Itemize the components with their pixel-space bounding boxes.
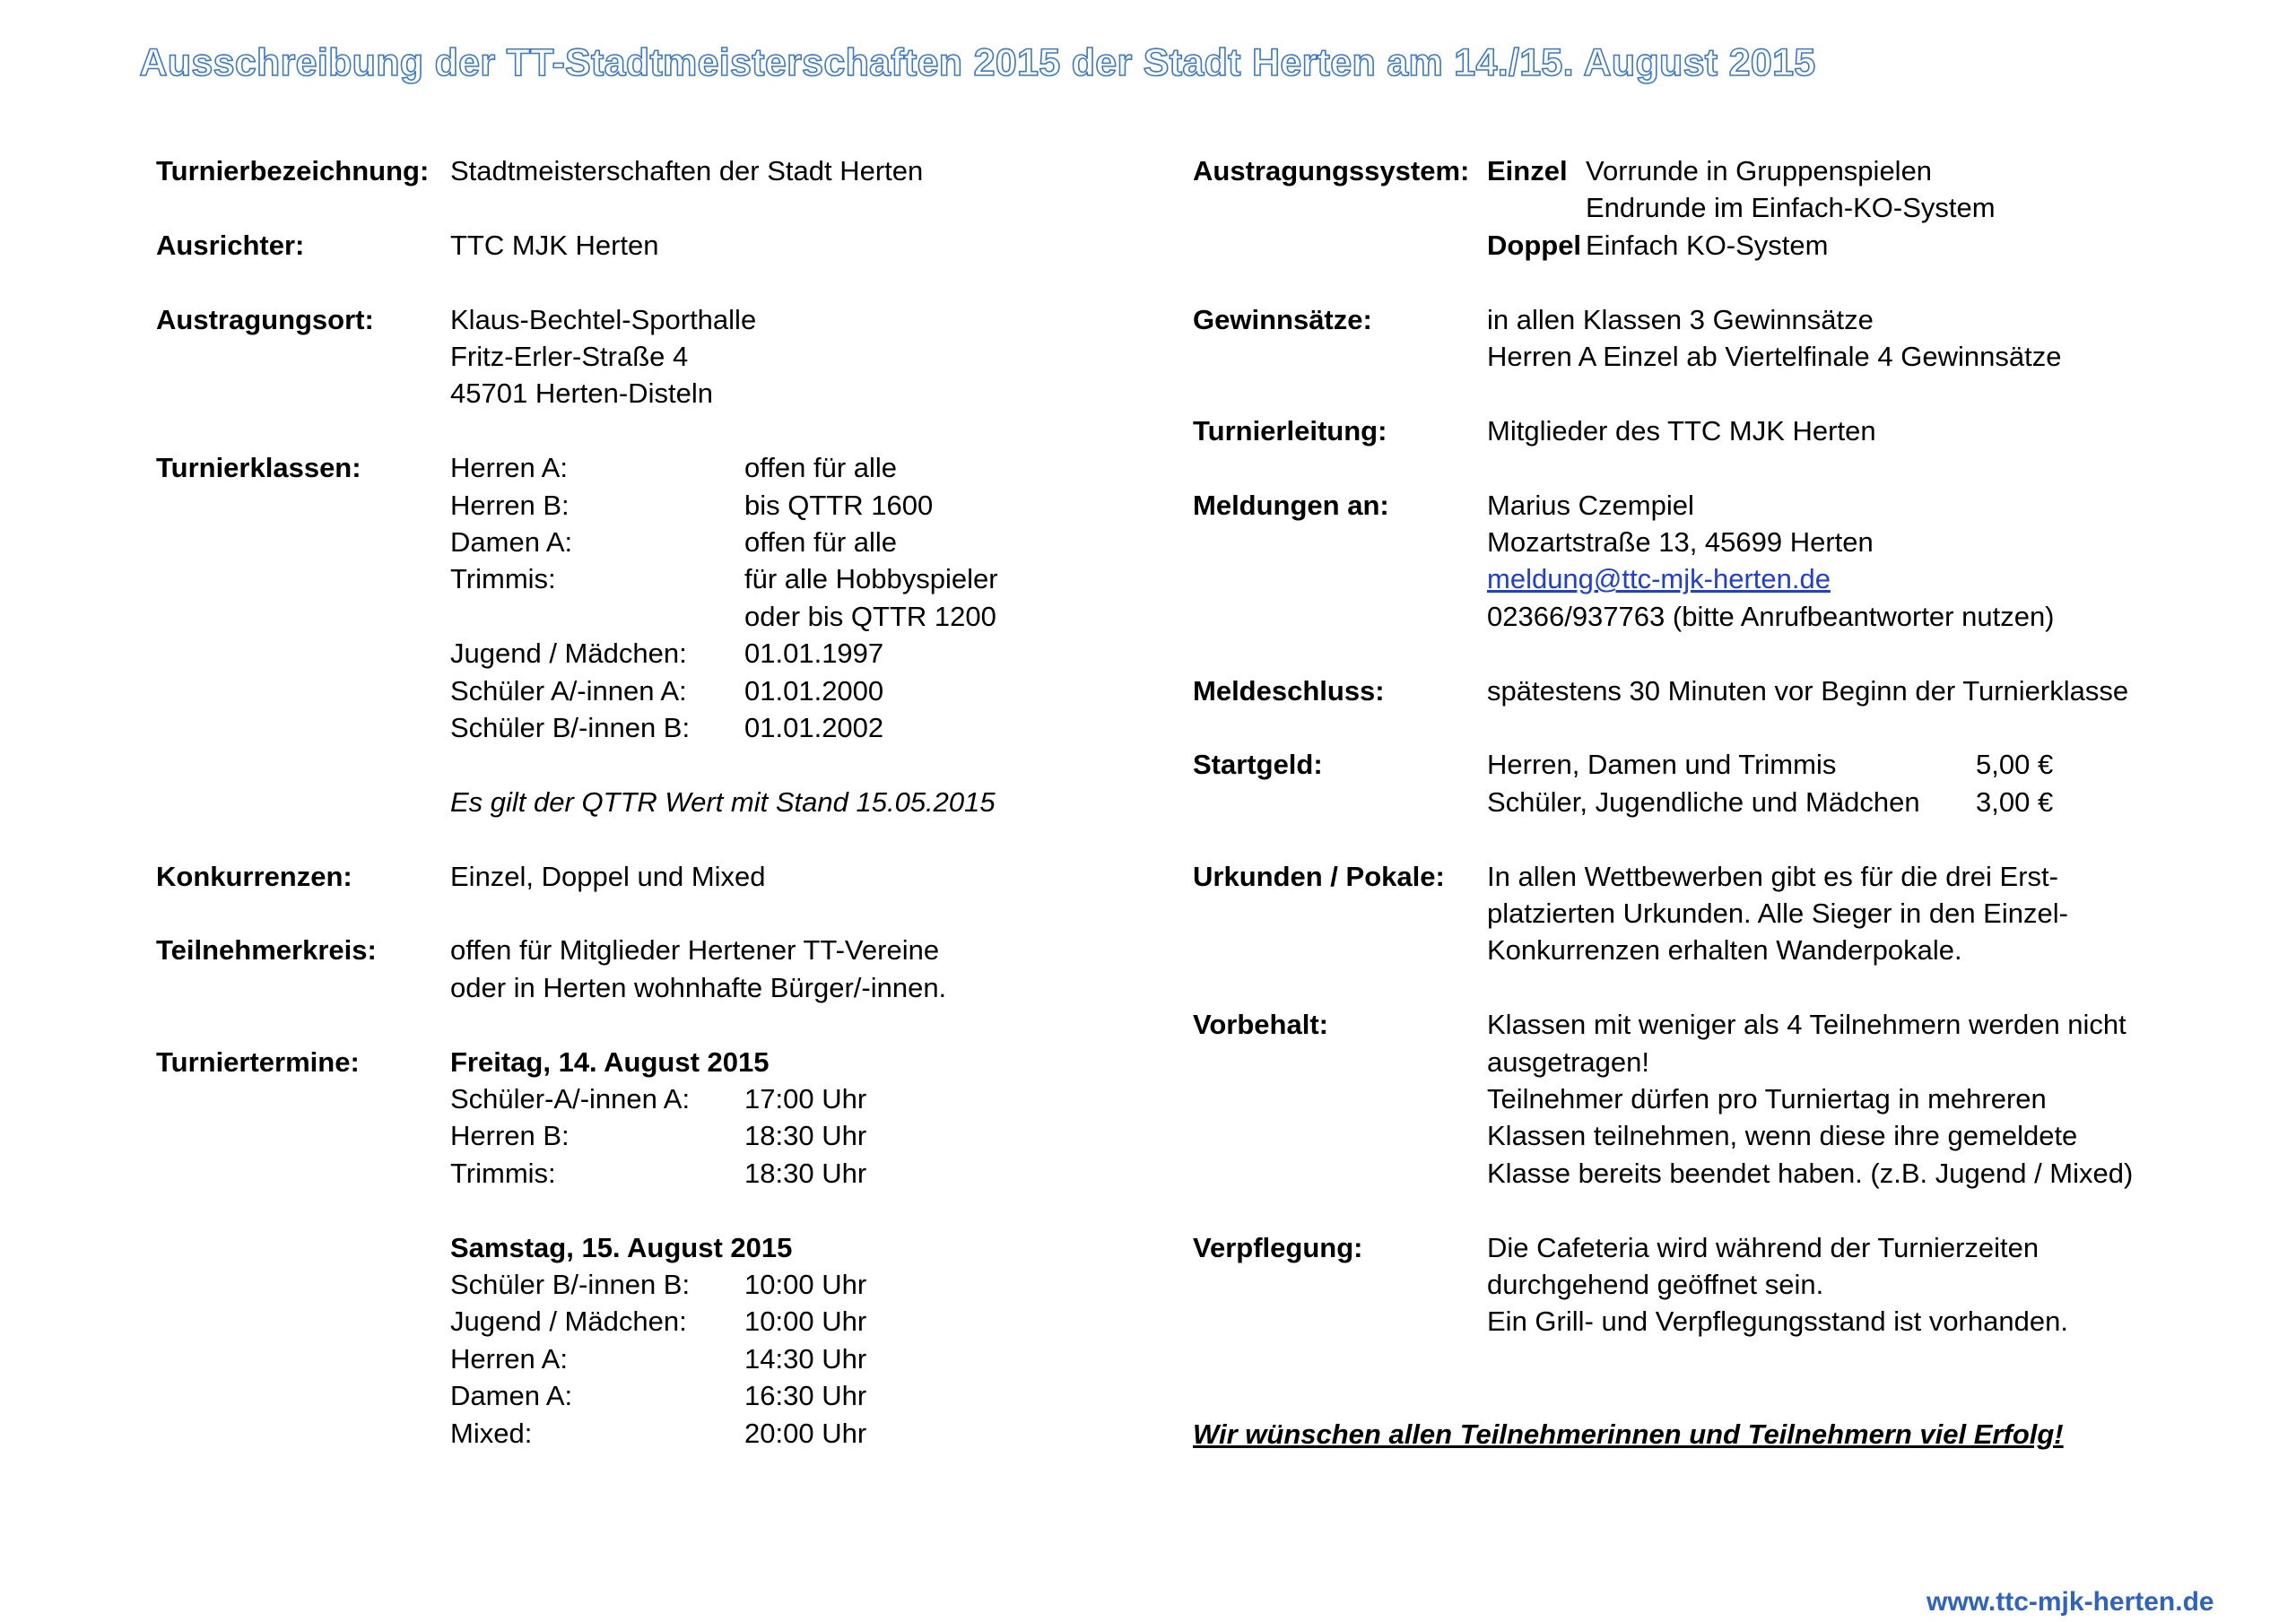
label-verpflegung: Verpflegung: [1193,1231,1363,1263]
section-turniertermine [156,1044,1143,1452]
section-austragungssystem [1193,152,2197,264]
footer-website-link[interactable]: www.ttc-mjk-herten.de [1926,1587,2214,1617]
class-name: Jugend / Mädchen: [450,638,687,670]
venue-name: Klaus-Bechtel-Sporthalle [450,303,757,335]
vorbehalt-line: Klassen mit weniger als 4 Teilnehmern werden nicht [1487,1009,2126,1041]
schedule-class: Trimmis: [450,1157,556,1189]
class-name: Trimmis: [450,563,556,595]
schedule-row [450,1340,1143,1377]
section-meldeschluss [1193,672,2197,709]
label-turniertermine: Turniertermine: [156,1045,360,1078]
day1-heading: Freitag, 14. August 2015 [450,1045,770,1078]
schedule-time: 10:00 Uhr [744,1305,867,1338]
label-turnierklassen: Turnierklassen: [156,452,361,484]
section-ausrichter [156,227,1143,264]
document-title: Ausschreibung der TT-Stadtmeisterschaften 2015 der Stadt Herten am 14./15. August 2015 [139,41,1816,84]
label-urkunden: Urkunden / Pokale: [1193,860,1445,892]
section-turnierleitung [1193,412,2197,449]
vorbehalt-line: ausgetragen! [1487,1045,1649,1078]
system-doppel-label: Doppel [1487,229,1582,261]
schedule-row [450,1415,1143,1452]
teilnehmerkreis-line: oder in Herten wohnhafte Bürger/-innen. [450,971,947,1003]
day2-heading: Samstag, 15. August 2015 [450,1231,793,1263]
contact-address: Mozartstraße 13, 45699 Herten [1487,526,1874,559]
schedule-class: Schüler-A/-innen A: [450,1083,691,1115]
class-row [450,635,1143,672]
urkunden-line: In allen Wettbewerben gibt es für die drei Erst- [1487,860,2058,892]
label-konkurrenzen: Konkurrenzen: [156,860,352,892]
class-condition: für alle Hobbyspieler [744,563,998,595]
label-turnierbezeichnung: Turnierbezeichnung: [156,155,430,186]
class-condition: offen für alle [744,526,898,559]
section-austragungsort [156,301,1143,412]
vorbehalt-line: Klasse bereits beendet haben. (z.B. Jugend / Mixed) [1487,1157,2134,1189]
gewinnsaetze-line: in allen Klassen 3 Gewinnsätze [1487,303,1874,335]
contact-phone: 02366/937763 (bitte Anrufbeantworter nutzen) [1487,600,2055,632]
value-meldeschluss: spätestens 30 Minuten vor Beginn der Turnierklasse [1487,674,2129,707]
label-startgeld: Startgeld: [1193,749,1323,781]
class-name: Herren B: [450,489,570,521]
system-einzel-line: Vorrunde in Gruppenspielen [1586,155,1933,186]
class-row [450,524,1143,560]
class-condition: 01.01.2002 [744,712,884,744]
class-row [450,560,1143,597]
system-doppel [1487,227,2197,264]
vorbehalt-line: Klassen teilnehmen, wenn diese ihre gemeldete [1487,1120,2078,1152]
gewinnsaetze-line: Herren A Einzel ab Viertelfinale 4 Gewinnsätze [1487,341,2062,373]
label-teilnehmerkreis: Teilnehmerkreis: [156,934,377,967]
value-ausrichter: TTC MJK Herten [450,229,659,261]
schedule-class: Jugend / Mädchen: [450,1305,687,1338]
system-doppel-line: Einfach KO-System [1586,229,1829,261]
contact-name: Marius Czempiel [1487,489,1694,521]
teilnehmerkreis-line: offen für Mitglieder Hertener TT-Vereine [450,934,940,967]
class-condition: 01.01.1997 [744,638,884,670]
class-row [450,449,1143,486]
label-austragungsort: Austragungsort: [156,303,374,335]
value-turnierleitung: Mitglieder des TTC MJK Herten [1487,414,1876,447]
section-meldungen [1193,487,2197,636]
label-gewinnsaetze: Gewinnsätze: [1193,303,1372,335]
qttr-note: Es gilt der QTTR Wert mit Stand 15.05.2015 [450,785,996,818]
schedule-row [450,1266,1143,1303]
schedule-row [450,1117,1143,1154]
section-konkurrenzen [156,858,1143,895]
verpflegung-line: Die Cafeteria wird während der Turnierzeiten [1487,1231,2039,1263]
label-turnierleitung: Turnierleitung: [1193,414,1387,447]
class-name [450,598,744,635]
value-konkurrenzen: Einzel, Doppel und Mixed [450,860,766,892]
schedule-class: Herren A: [450,1342,568,1375]
class-name: Herren A: [450,452,568,484]
schedule-class: Schüler B/-innen B: [450,1269,691,1301]
vorbehalt-line: Teilnehmer dürfen pro Turniertag in mehreren [1487,1083,2047,1115]
schedule-class: Mixed: [450,1417,533,1449]
fee-amount: 3,00 € [1976,785,2054,818]
fee-group: Schüler, Jugendliche und Mädchen [1487,785,1920,818]
class-condition: offen für alle [744,452,898,484]
section-gewinnsaetze [1193,301,2197,376]
schedule-time: 18:30 Uhr [744,1120,867,1152]
label-meldungen: Meldungen an: [1193,489,1389,521]
class-row [450,598,1143,635]
system-einzel-label: Einzel [1487,155,1568,186]
fee-group: Herren, Damen und Trimmis [1487,749,1837,781]
class-name: Schüler B/-innen B: [450,712,691,744]
class-condition: oder bis QTTR 1200 [744,600,996,632]
fee-row [1487,746,2197,783]
system-einzel-line: Endrunde im Einfach-KO-System [1586,192,1996,224]
value-turnierbezeichnung: Stadtmeisterschaften der Stadt Herten [450,155,924,186]
venue-city: 45701 Herten-Disteln [450,377,713,410]
schedule-time: 20:00 Uhr [744,1417,867,1449]
verpflegung-line: Ein Grill- und Verpflegungsstand ist vorhanden. [1487,1305,2068,1338]
schedule-row [450,1080,1143,1117]
schedule-row [450,1303,1143,1340]
label-meldeschluss: Meldeschluss: [1193,674,1385,707]
section-startgeld [1193,746,2197,820]
schedule-row [450,1155,1143,1192]
schedule-time: 10:00 Uhr [744,1269,867,1301]
class-row [450,709,1143,746]
class-name: Damen A: [450,526,573,559]
system-einzel [1487,152,2197,227]
urkunden-line: Konkurrenzen erhalten Wanderpokale. [1487,934,1962,967]
schedule-time: 14:30 Uhr [744,1342,867,1375]
class-name: Schüler A/-innen A: [450,674,687,707]
right-column [1193,152,2197,1377]
schedule-class: Herren B: [450,1120,570,1152]
label-vorbehalt: Vorbehalt: [1193,1009,1328,1041]
schedule-row [450,1377,1143,1414]
class-row [450,487,1143,524]
section-vorbehalt [1193,1006,2197,1192]
section-turnierklassen [156,449,1143,820]
fee-row [1487,784,2197,820]
left-column [156,152,1143,1488]
class-condition: bis QTTR 1600 [744,489,934,521]
section-verpflegung [1193,1229,2197,1340]
contact-email-link[interactable]: meldung@ttc-mjk-herten.de [1487,563,1831,595]
venue-street: Fritz-Erler-Straße 4 [450,341,689,372]
section-urkunden [1193,858,2197,969]
schedule-time: 17:00 Uhr [744,1083,867,1115]
closing-wish: Wir wünschen allen Teilnehmerinnen und Teilnehmern viel Erfolg! [1193,1418,2064,1450]
label-austragungssystem: Austragungssystem: [1193,155,1470,186]
schedule-class: Damen A: [450,1380,573,1412]
section-teilnehmerkreis [156,932,1143,1006]
verpflegung-line: durchgehend geöffnet sein. [1487,1269,1824,1301]
schedule-time: 16:30 Uhr [744,1380,867,1412]
fee-amount: 5,00 € [1976,749,2054,781]
section-turnierbezeichnung [156,152,1143,189]
urkunden-line: platzierten Urkunden. Alle Sieger in den Einzel- [1487,898,2068,930]
class-condition: 01.01.2000 [744,674,884,707]
label-ausrichter: Ausrichter: [156,229,305,261]
class-row [450,672,1143,709]
schedule-time: 18:30 Uhr [744,1157,867,1189]
